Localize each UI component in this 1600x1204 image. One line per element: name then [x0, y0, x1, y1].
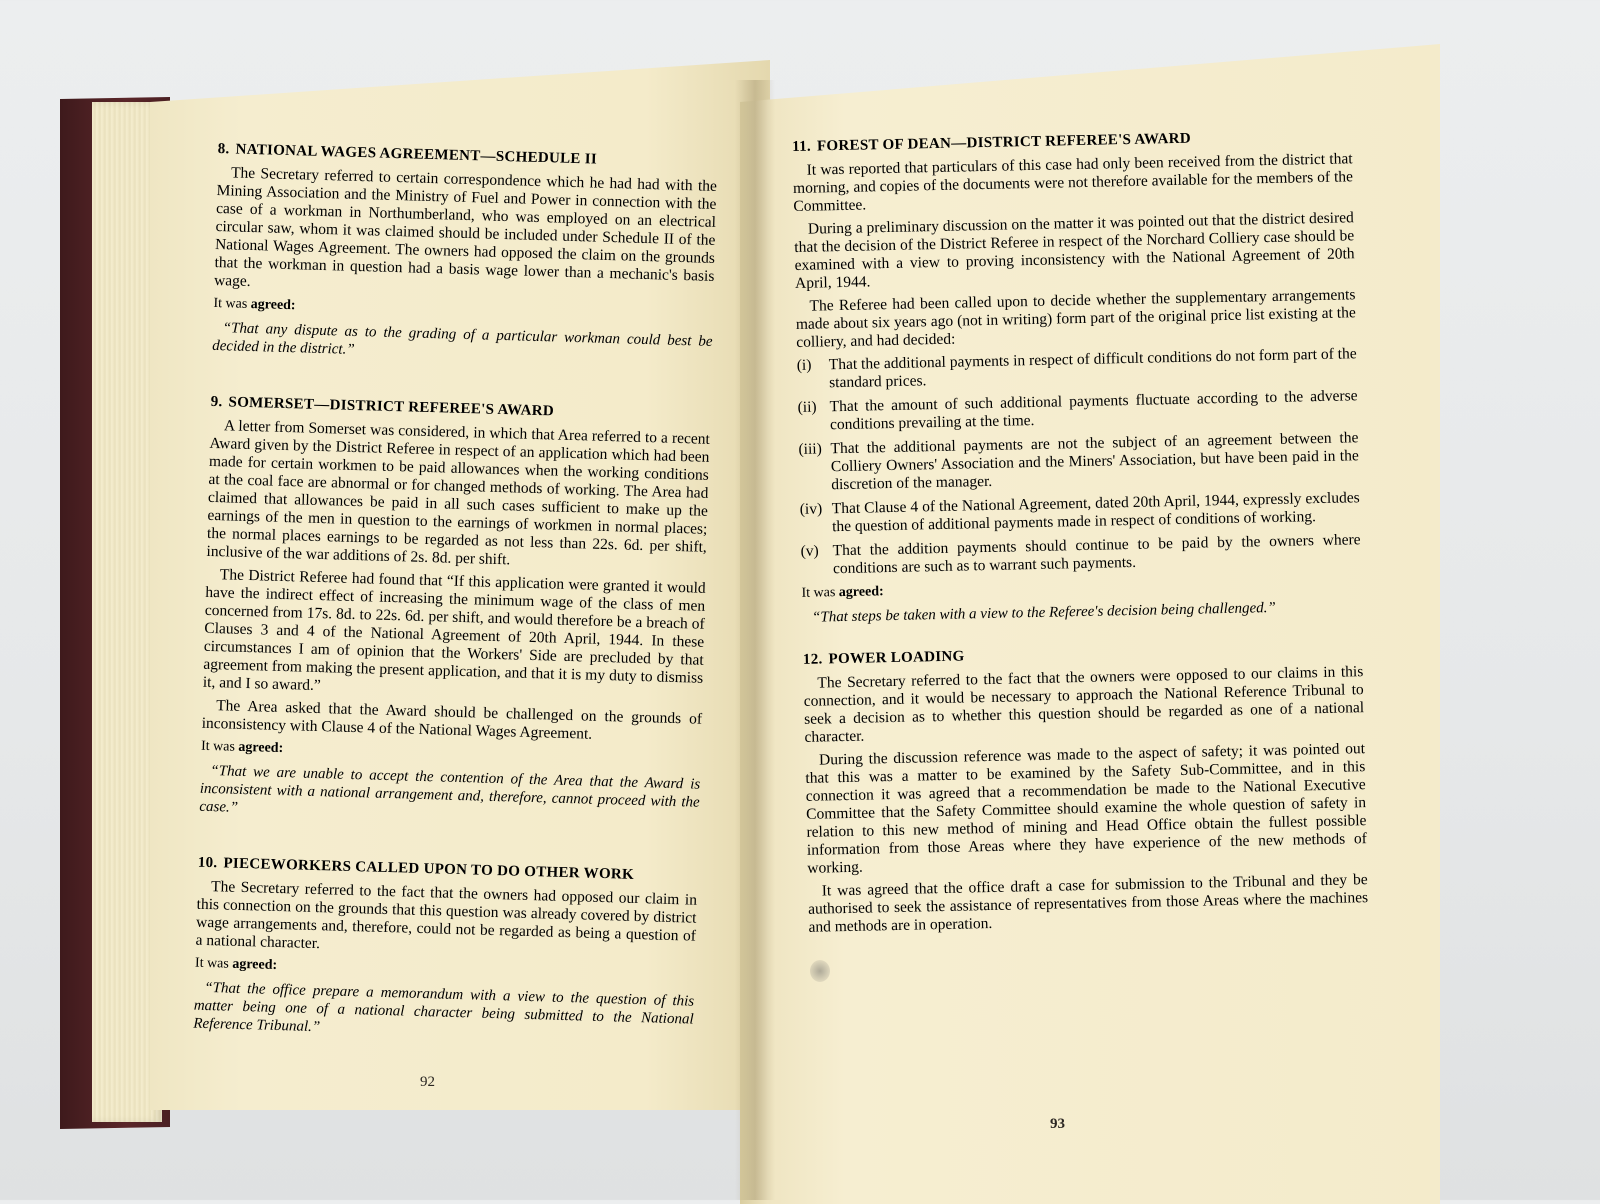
agreed-prefix: It was: [213, 295, 251, 312]
list-item-index: (iii): [798, 440, 822, 458]
list-item-index: (v): [800, 542, 819, 560]
section-title: NATIONAL WAGES AGREEMENT—SCHEDULE II: [235, 141, 598, 168]
paragraph: A letter from Somerset was considered, in which that Area referred to a recent Award given by the District Referee in respect of an application which had been made for certain workmen to be paid allowances when the working conditions at the coal face are abnormal or for changed methods of working. The Area had claimed that allowances be paid in all such cases sufficient to make up the earnings of the men in question to the earnings of workmen in normal places; the normal places earnings to be regarded as not less than 22s. 6d. per shift, inclusive of the war additions of 2s. 8d. per shift.: [206, 417, 711, 569]
paragraph: The Secretary referred to the fact that the owners had opposed our claim in this connection on the grounds that this question was already covered by district wage arrangements and, therefore, could not be regarded as being a question of a national character.: [195, 878, 698, 953]
paragraph: It was reported that particulars of this case had only been received from the district that morning, and copies of the documents were not therefore available for the members of the Committee.: [792, 150, 1354, 215]
page-number-left: 92: [420, 1074, 435, 1090]
paragraph: The Area asked that the Award should be challenged on the grounds of inconsistency with Clause 4 of the National Wages Agreement.: [201, 697, 703, 743]
left-page-column: [193, 140, 718, 1051]
list-item: [800, 531, 1361, 579]
resolution-quote: “That we are unable to accept the contention of the Area that the Award is inconsistent with a national arrangement and, therefore, cannot proceed with the case.”: [199, 763, 701, 816]
book-gutter: [735, 80, 775, 1200]
agreed-prefix: It was: [200, 738, 239, 755]
page-number-right: 93: [1050, 1116, 1065, 1132]
section-title: SOMERSET—DISTRICT REFEREE'S AWARD: [228, 394, 555, 420]
section-number: 10.: [197, 854, 218, 872]
list-item-text: That the addition payments should continue to be paid by the owners where conditions are such as to warrant such payments.: [832, 531, 1361, 578]
list-item-text: That the amount of such additional payments fluctuate according to the adverse conditions prevailing at the time.: [829, 387, 1358, 434]
list-item: [798, 429, 1359, 495]
list-item-index: (ii): [797, 398, 817, 416]
list-item-text: That the additional payments are not the subject of an agreement between the Colliery Owners' Association and the Miners' Association, but have been paid in the discretion of the manager.: [830, 429, 1359, 494]
list-item: [797, 345, 1358, 393]
paragraph: During a preliminary discussion on the matter it was pointed out that the district desired that the decision of the District Referee in respect of the Norchard Colliery case should be examined with a view to proving inconsistency with the National Agreement of 20th April, 1944.: [794, 209, 1355, 292]
agreed-prefix: It was: [194, 955, 233, 972]
agreed-word: agreed:: [250, 296, 296, 314]
resolution-quote: “That the office prepare a memorandum with a view to the question of this matter being one of a national character being submitted to the National Reference Tribunal.”: [193, 979, 695, 1036]
paragraph: The Secretary referred to the fact that the owners were opposed to our claims in this connection, and it would be necessary to approach the National Reference Tribunal to seek a decision as to whether this question should be regarded as one of a national character.: [803, 663, 1365, 746]
section-number: 12.: [802, 651, 823, 668]
list-item-text: That Clause 4 of the National Agreement, dated 20th April, 1944, expressly excludes the question of additional payments made in respect of conditions of working.: [831, 489, 1360, 536]
agreed-word: agreed:: [238, 739, 284, 757]
list-item-index: (iv): [799, 500, 823, 518]
ink-smudge: [810, 960, 830, 982]
paragraph: During the discussion reference was made to the aspect of safety; it was pointed out that this was a matter to be examined by the Safety Sub-Committee, and in this connection it was agreed that a recommendation be made to the National Executive Committee that the Safety Committee should examine the whole question of safety in relation to this new method of mining and Head Office obtain the fullest possible information from those Areas where they have experience of the new methods of working.: [805, 740, 1367, 877]
list-item: [797, 387, 1358, 435]
agreed-prefix: It was: [801, 585, 840, 601]
list-item-index: (i): [796, 356, 812, 374]
resolution-quote: “That steps be taken with a view to the Referee's decision being challenged.”: [811, 599, 1276, 626]
agreed-word: agreed:: [838, 584, 884, 601]
section-number: 11.: [792, 138, 812, 155]
paragraph: The District Referee had found that “If this application were granted it would have the indirect effect of increasing the minimum wage of the class of men concerned from 17s. 8d. to 22s. 6d. per shift, and would therefore be a breach of Clauses 3 and 4 of the National Agreement of 20th April, 1944. In these circumstances I am of opinion that the Workers' Side are precluded by that agreement from making the present application, and that it is my duty to dismiss it, and I so award.”: [202, 566, 706, 695]
section-number: 8.: [217, 140, 230, 158]
list-item: [800, 489, 1361, 537]
resolution-quote: “That any dispute as to the grading of a particular workman could best be decided in the district.”: [212, 320, 713, 358]
right-page-column: [792, 126, 1369, 942]
paragraph: The Referee had been called upon to decide whether the supplementary arrangements made about six years ago (not in writing) form part of the original price list existing at the colliery, and had decided:: [795, 286, 1356, 351]
section-number: 9.: [210, 393, 223, 411]
section-title: PIECEWORKERS CALLED UPON TO DO OTHER WORK: [223, 855, 635, 883]
paragraph: It was agreed that the office draft a case for submission to the Tribunal and they be authorised to seek the assistance of representatives from those Areas where the machines and methods are in operation.: [807, 871, 1369, 936]
agreed-word: agreed:: [232, 956, 278, 973]
paragraph: The Secretary referred to certain correspondence which he had had with the Mining Association and the Ministry of Fuel and Power in connection with the case of a workman in Northumberland, who was employed on an electrical circular saw, whom it was claimed should be included under Schedule II of the National Wages Agreement. The owners had opposed the claim on the grounds that the workman in question had a basis wage lower than a mechanic's basis wage.: [213, 164, 718, 290]
section-title: POWER LOADING: [828, 648, 965, 668]
list-item-text: That the additional payments in respect of difficult conditions do not form part of the standard prices.: [828, 345, 1357, 392]
section-title: FOREST OF DEAN—DISTRICT REFEREE'S AWARD: [816, 130, 1192, 155]
